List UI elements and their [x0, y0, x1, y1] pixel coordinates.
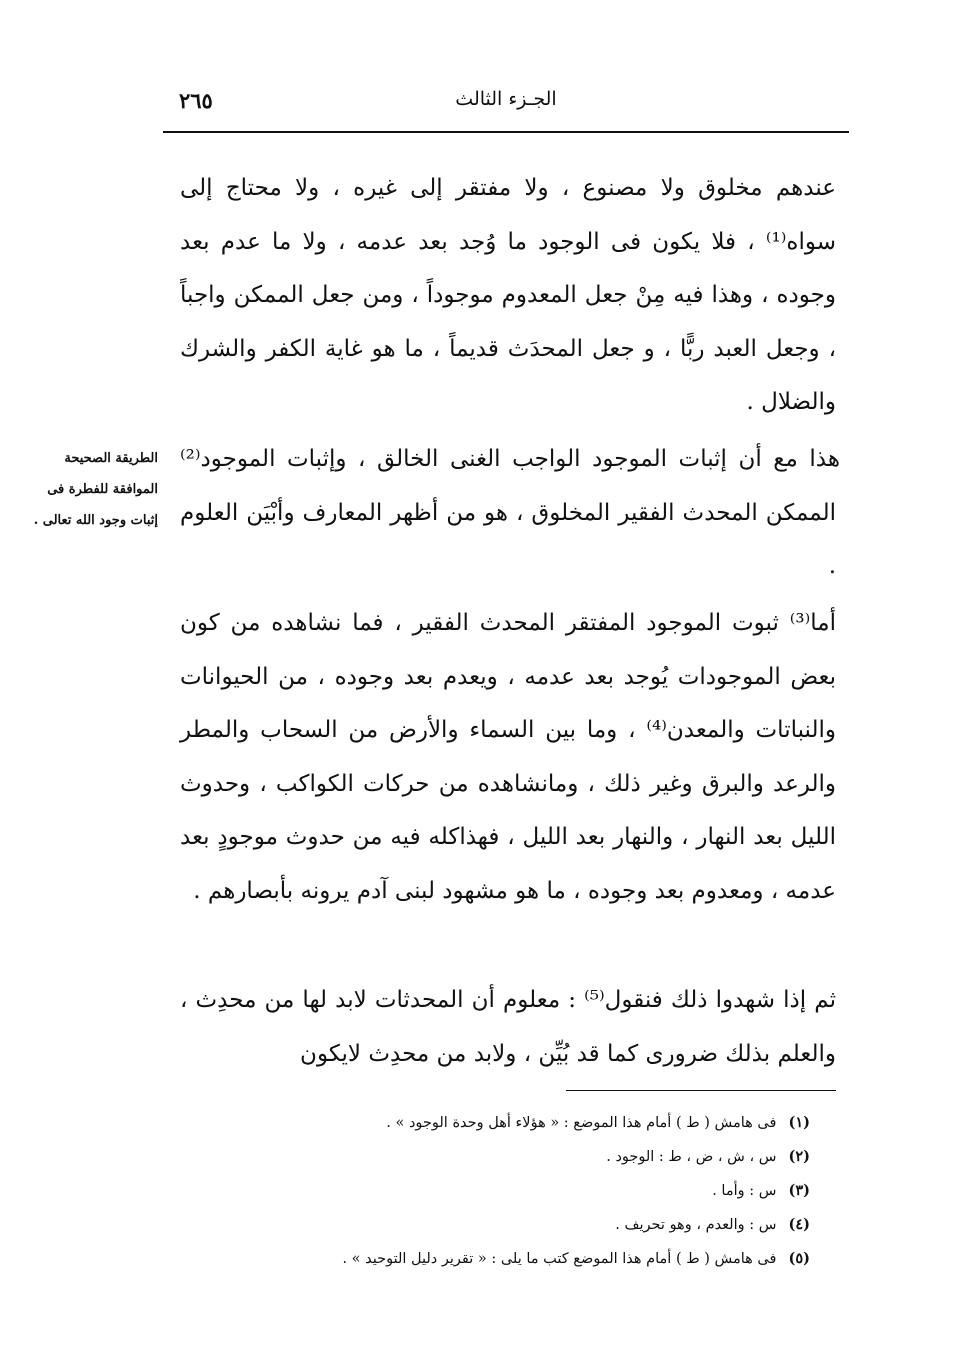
footnote-number: (٣): [788, 1182, 810, 1199]
paragraph-3: أما⁽³⁾ ثبوت الموجود المفتقر المحدث الفقير ، فما نشاهده من كون بعض الموجودات يُوجد بعد عدمه ، ويعدم بعد وجوده ، من الحيوانات والنباتات والمعدن⁽⁴⁾ ، وما بين السماء والأرض من السحاب والمطر والرعد والبرق وغير ذلك ، ومانشاهده من حركات الكواكب ، وحدوث الليل بعد النهار ، والنهار بعد الليل ، فهذاكله فيه من حدوث موجودٍ بعد عدمه ، ومعدوم بعد وجوده ، ما هو مشهود لبنى آدم يرونه بأبصارهم .: [180, 610, 836, 904]
footnote-4: [180, 1208, 810, 1242]
footnote-3: [180, 1174, 810, 1208]
paragraph-4: ثم إذا شهدوا ذلك فنقول⁽⁵⁾ : معلوم أن المحدثات لابد لها من محدِث ، والعلم بذلك ضرورى كما قد بُيِّن ، ولابد من محدِث لايكون: [180, 987, 836, 1067]
footnote-number: (٥): [788, 1250, 810, 1267]
footnote-1: [180, 1106, 810, 1140]
footnote-text: س : وأما .: [712, 1183, 777, 1199]
footnote-text: س : والعدم ، وهو تحريف .: [615, 1217, 777, 1233]
footnote-number: (٤): [788, 1216, 810, 1233]
footnote-2: [180, 1140, 810, 1174]
margin-note: الطريقة الصحيحة الموافقة للفطرة فى إثبات وجود الله تعالى .: [33, 451, 158, 528]
running-head: الجـزء الثالث: [455, 88, 557, 110]
page-number: ٢٦٥: [179, 88, 213, 113]
footnote-number: (١): [788, 1114, 810, 1131]
header-rule: [163, 131, 849, 133]
paragraph-1: عندهم مخلوق ولا مصنوع ، ولا مفتقر إلى غيره ، ولا محتاج إلى سواه⁽¹⁾ ، فلا يكون فى الوجود ما وُجد بعد عدمه ، ولا ما عدم بعد وجوده ، وهذا فيه مِنْ جعل المعدوم موجوداً ، ومن جعل الممكن واجباً ، وجعل العبد ربًّا ، و جعل المحدَث قديماً ، ما هو غاية الكفر والشرك والضلال .: [180, 175, 836, 415]
footnote-number: (٢): [788, 1148, 810, 1165]
footnote-text: فى هامش ( ط ) أمام هذا الموضع كتب ما يلى : « تقرير دليل التوحيد » .: [342, 1251, 777, 1267]
footnotes: [180, 1106, 810, 1276]
footnote-5: [180, 1242, 810, 1276]
footnote-text: س ، ش ، ض ، ط : الوجود .: [606, 1149, 777, 1165]
paragraph-2: هذا مع أن إثبات الموجود الواجب الغنى الخالق ، وإثبات الموجود⁽²⁾ الممكن المحدث الفقير المخلوق ، هو من أظهر المعارف وأبْيَن العلوم .: [180, 446, 840, 579]
footnote-text: فى هامش ( ط ) أمام هذا الموضع : « هؤلاء أهل وحدة الوجود » .: [386, 1115, 777, 1131]
footnote-rule: [566, 1090, 836, 1091]
page-header: [163, 88, 849, 132]
